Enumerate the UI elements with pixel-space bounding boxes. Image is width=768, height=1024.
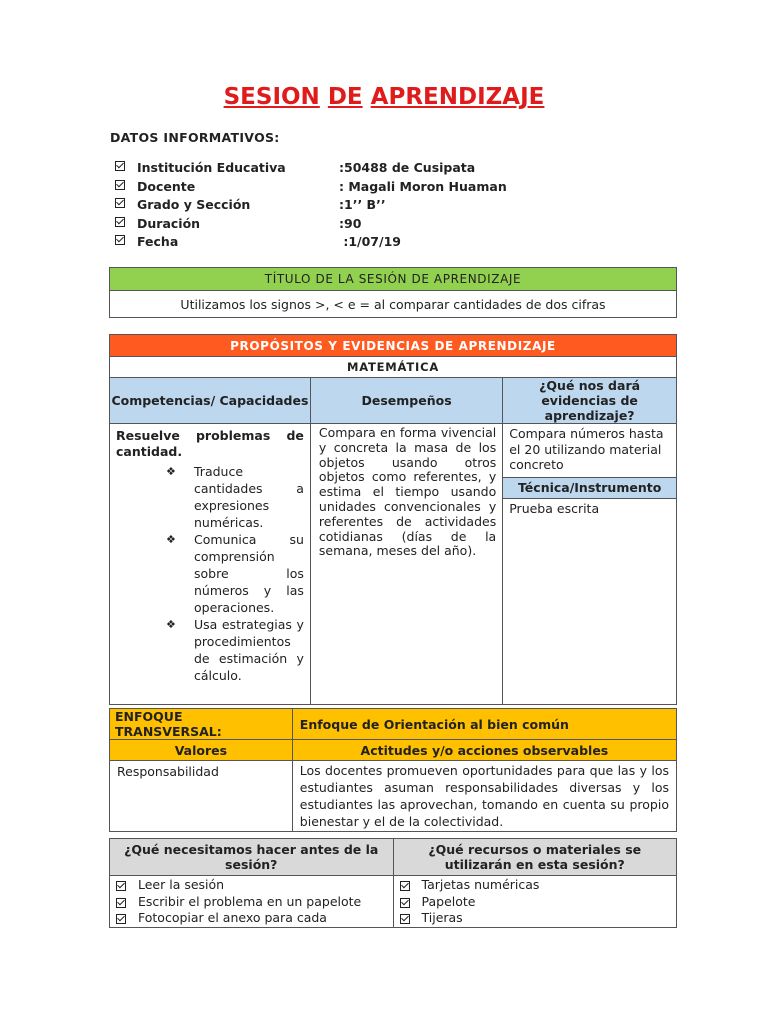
checkbox-icon [115, 198, 125, 208]
checkbox-icon [116, 898, 126, 908]
evidencia-text: Compara números hasta el 20 utilizando material concreto [509, 426, 664, 472]
list-item: ❖ Traduce cantidades a expresiones numéricas. [166, 464, 304, 530]
list-item: Fotocopiar el anexo para cada [116, 910, 393, 927]
col-competencias: Competencias/ Capacidades [110, 378, 311, 424]
diamond-bullet-icon: ❖ [166, 465, 176, 478]
checkbox-icon [400, 898, 410, 908]
checkbox-icon [115, 180, 125, 190]
info-row-institucion [115, 160, 565, 179]
titulo-table [109, 267, 677, 318]
info-label: Fecha [137, 234, 179, 249]
actitud-cell: Los docentes promueven oportunidades para que las y los estudiantes asuman responsabilidades diversas y los estudiantes las aprovechan, tomando en cuenta su propio bienestar y el de la colectividad. [292, 761, 676, 832]
info-row-grado [115, 197, 565, 216]
recursos-cell [393, 876, 677, 928]
checkbox-icon [400, 881, 410, 891]
list-item: Tarjetas numéricas [400, 877, 677, 894]
info-label: Duración [137, 215, 201, 231]
enfoque-label: ENFOQUE TRANSVERSAL: [110, 709, 293, 740]
checkbox-icon [115, 161, 125, 171]
antes-cell [110, 876, 394, 928]
col-recursos: ¿Qué recursos o materiales se utilizarán en esta sesión? [393, 839, 677, 876]
title-word-3: APRENDIZAJE [370, 84, 545, 110]
title-word-1: SESION [223, 84, 320, 110]
enfoque-table [109, 708, 677, 832]
antes-list [110, 877, 393, 927]
page-title [0, 84, 768, 110]
info-row-docente [115, 179, 565, 198]
propositos-table [109, 334, 677, 705]
info-label: Docente [137, 178, 196, 194]
info-label: Grado y Sección [137, 197, 251, 212]
diamond-bullet-icon: ❖ [166, 618, 176, 631]
info-value: :90 [339, 215, 362, 231]
diamond-bullet-icon: ❖ [166, 533, 176, 546]
info-value: : Magali Moron Huaman [339, 178, 507, 194]
title-word-2: DE [327, 84, 363, 110]
competencia-title-2: cantidad. [116, 443, 183, 459]
col-valores: Valores [110, 740, 293, 761]
recursos-list [394, 877, 677, 927]
propositos-header: PROPÓSITOS Y EVIDENCIAS DE APRENDIZAJE [110, 335, 677, 357]
info-label: Institución Educativa [137, 160, 286, 175]
checkbox-icon [116, 881, 126, 891]
list-item: Tijeras [400, 910, 677, 927]
info-list [115, 160, 565, 253]
list-item: Escribir el problema en un papelote [116, 894, 393, 911]
datos-heading: DATOS INFORMATIVOS: [110, 130, 280, 145]
titulo-header: TÍTULO DE LA SESIÓN DE APRENDIZAJE [110, 268, 677, 291]
col-antes: ¿Qué necesitamos hacer antes de la sesión? [110, 839, 394, 876]
evidencias-cell [503, 424, 677, 705]
desempenos-cell [310, 424, 502, 705]
checkbox-icon [400, 914, 410, 924]
info-row-fecha [115, 234, 565, 253]
checkbox-icon [116, 914, 126, 924]
valor-cell: Responsabilidad [110, 761, 293, 832]
checkbox-icon [115, 217, 125, 227]
tecnica-value: Prueba escrita [509, 500, 600, 516]
tecnica-header: Técnica/Instrumento [503, 477, 676, 499]
list-item: ❖ Comunica su comprensión sobre los números y las operaciones. [166, 532, 304, 615]
list-item: Leer la sesión [116, 877, 393, 894]
enfoque-value: Enfoque de Orientación al bien común [292, 709, 676, 740]
preparacion-table [109, 838, 677, 928]
competencia-title: Resuelve problemas de [116, 428, 304, 443]
titulo-text: Utilizamos los signos >, < e = al comparar cantidades de dos cifras [110, 291, 677, 318]
info-value: :1/07/19 [339, 234, 401, 249]
competencias-cell [110, 424, 311, 705]
checkbox-icon [115, 235, 125, 245]
info-value: :1’’ B’’ [339, 197, 386, 212]
col-evidencias: ¿Qué nos dará evidencias de aprendizaje? [503, 378, 677, 424]
list-item: ❖ Usa estrategias y procedimientos de estimación y cálculo. [166, 617, 304, 683]
area-label: MATEMÁTICA [110, 357, 677, 378]
capacidades-list [110, 463, 310, 690]
col-actitudes: Actitudes y/o acciones observables [292, 740, 676, 761]
col-desempenos: Desempeños [310, 378, 502, 424]
desempeno-text: Compara en forma vivencial y concreta la masa de los objetos usando otros objetos como referentes, y estima el tiempo usando unidades convencionales y referentes de actividades cotidianas (días de la semana, meses del año). [318, 425, 497, 559]
info-value: :50488 de Cusipata [339, 160, 476, 175]
info-row-duracion [115, 216, 565, 235]
list-item: Papelote [400, 894, 677, 911]
